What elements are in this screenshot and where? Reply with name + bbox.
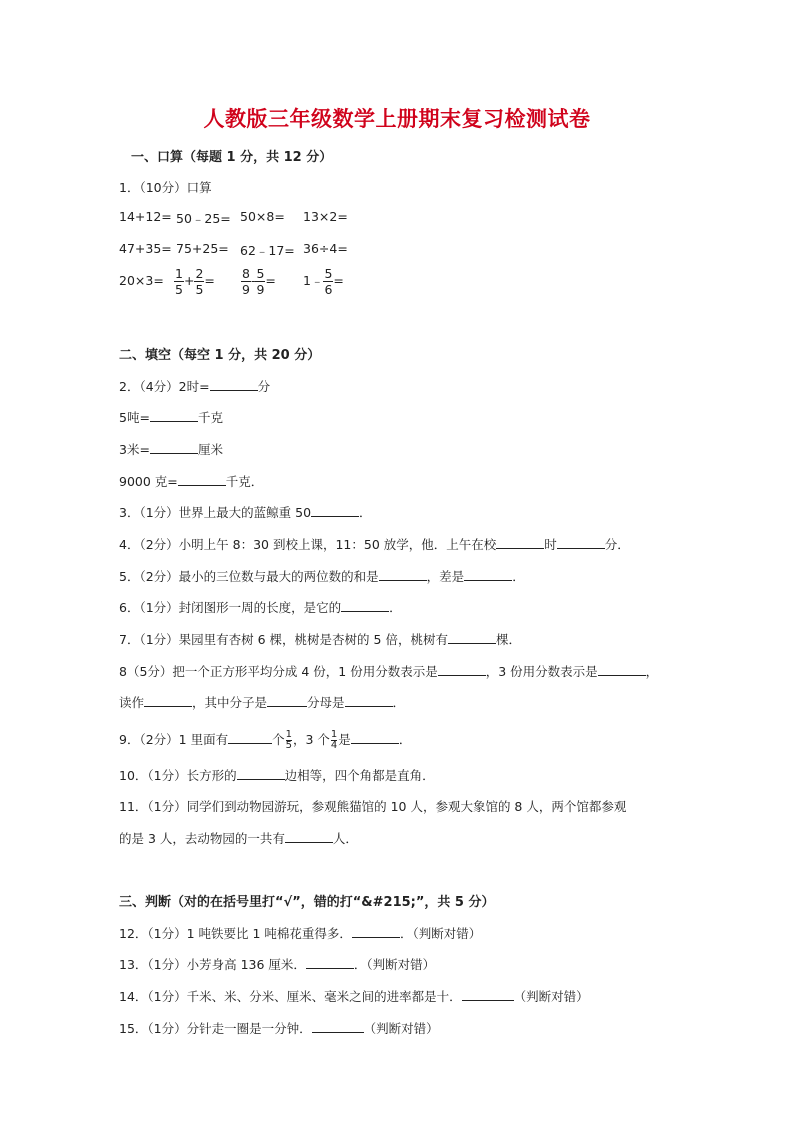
calc-cell: 47+35= — [119, 241, 172, 256]
punctuation: ． — [389, 600, 402, 615]
section-2-heading: 二、填空（每空 1 分，共 20 分） — [119, 348, 321, 363]
question-text: 9．（2分）1 里面有 — [119, 732, 229, 747]
punctuation: ， — [645, 664, 659, 679]
answer-blank[interactable] — [351, 731, 399, 744]
punctuation: ． — [359, 505, 372, 520]
calc-cell: 20×3= — [119, 273, 164, 288]
numerator: 2 — [195, 266, 204, 281]
calc-cell: 50﹣25= — [176, 211, 231, 226]
answer-blank[interactable] — [178, 473, 226, 486]
denominator: 5 — [285, 740, 292, 751]
calc-cell: 75+25= — [176, 241, 229, 256]
fraction-expression — [303, 266, 344, 297]
section-1-heading: 一、口算（每题 1 分，共 12 分） — [131, 150, 333, 165]
judge-hint: ．（判断对错） — [353, 957, 436, 972]
question-text: 5．（2分）最小的三位数与最大的两位数的和是 — [119, 569, 379, 584]
answer-blank[interactable] — [228, 731, 272, 744]
question-4 — [119, 535, 630, 553]
question-5 — [119, 567, 525, 585]
denominator: 5 — [195, 282, 204, 297]
question-text: 4．（2分）小明上午 8：30 到校上课，11：50 放学，他．上午在校 — [119, 537, 497, 552]
question-text: ，3 个 — [292, 732, 330, 747]
question-text: 个 — [272, 732, 285, 747]
question-text: ，差是 — [426, 569, 465, 584]
question-3 — [119, 503, 372, 521]
answer-blank[interactable] — [448, 631, 496, 644]
section-3-heading: 三、判断（对的在括号里打“√”，错的打“&#215;”，共 5 分） — [119, 895, 495, 910]
question-10 — [119, 766, 435, 784]
question-2-b — [119, 408, 223, 426]
answer-blank[interactable] — [352, 925, 400, 938]
question-text: 2．（4分）2时= — [119, 379, 210, 394]
question-text: 边相等，四个角都是直角． — [284, 768, 435, 783]
question-text: ，3 份用分数表示是 — [485, 664, 598, 679]
question-6 — [119, 598, 402, 616]
question-2-c — [119, 440, 223, 458]
question-2-d — [119, 472, 263, 490]
calc-cell: 14+12= — [119, 209, 172, 224]
answer-blank[interactable] — [462, 988, 514, 1001]
question-text: 读作 — [119, 695, 145, 710]
calc-cell: 50×8= — [240, 209, 285, 224]
question-text: 分母是 — [307, 695, 345, 710]
answer-blank[interactable] — [210, 378, 258, 391]
question-text: 5吨= — [119, 410, 150, 425]
calc-cell: 36÷4= — [303, 241, 348, 256]
question-text: 是 — [338, 732, 351, 747]
answer-blank[interactable] — [285, 830, 333, 843]
question-14 — [119, 987, 589, 1005]
question-text: 9000 克= — [119, 474, 178, 489]
answer-blank[interactable] — [306, 956, 354, 969]
answer-blank[interactable] — [557, 536, 605, 549]
answer-blank[interactable] — [150, 441, 198, 454]
unit-text: 时 — [544, 537, 557, 552]
denominator: 6 — [324, 282, 333, 297]
question-7 — [119, 630, 521, 648]
answer-blank[interactable] — [150, 409, 198, 422]
question-text: 8（5分）把一个正方形平均分成 4 份，1 份用分数表示是 — [119, 664, 438, 679]
question-11-b — [119, 829, 358, 847]
question-text: ，其中分子是 — [192, 695, 268, 710]
answer-blank[interactable] — [311, 504, 359, 517]
equals-sign: = — [333, 273, 344, 288]
numerator: 1 — [175, 266, 183, 281]
judge-hint: （判断对错） — [513, 989, 589, 1004]
question-text: 15．（1分）分针走一圈是一分钟． — [119, 1021, 312, 1036]
question-text: 6．（1分）封闭图形一周的长度，是它的 — [119, 600, 342, 615]
punctuation: ． — [392, 695, 406, 710]
unit-text: 人． — [332, 831, 358, 846]
answer-blank[interactable] — [345, 694, 393, 707]
unit-text: 厘米 — [197, 442, 223, 457]
answer-blank[interactable] — [144, 694, 192, 707]
denominator: 9 — [242, 282, 250, 297]
question-text: 3．（1分）世界上最大的蓝鲸重 50 — [119, 505, 312, 520]
numerator: 8 — [242, 266, 250, 281]
question-1: 1．（10分）口算 — [119, 180, 212, 195]
question-text: 3米= — [119, 442, 150, 457]
question-text: 10．（1分）长方形的 — [119, 768, 237, 783]
answer-blank[interactable] — [312, 1020, 364, 1033]
question-11: 11．（1分）同学们到动物园游玩，参观熊猫馆的 10 人，参观大象馆的 8 人，两个馆都参观 — [119, 799, 627, 814]
page-title: 人教版三年级数学上册期末复习检测试卷 — [203, 107, 591, 131]
question-text: 14．（1分）千米、米、分米、厘米、毫米之间的进率都是十． — [119, 989, 462, 1004]
denominator: 9 — [256, 282, 265, 297]
calc-cell: 13×2= — [303, 209, 348, 224]
equals-sign: = — [265, 273, 276, 288]
punctuation: ． — [512, 569, 525, 584]
question-2 — [119, 377, 270, 395]
fraction-expression — [174, 266, 215, 297]
unit-text: 千克． — [225, 474, 264, 489]
question-13 — [119, 955, 435, 973]
operator: + — [183, 273, 195, 288]
denominator: 4 — [330, 740, 338, 751]
numerator: 1 — [330, 729, 338, 740]
denominator: 5 — [175, 282, 183, 297]
answer-blank[interactable] — [379, 568, 427, 581]
unit-text: 分 — [257, 379, 271, 394]
question-text: 7．（1分）果园里有杏树 6 棵，桃树是杏树的 5 倍，桃树有 — [119, 632, 448, 647]
punctuation: ． — [398, 732, 412, 747]
operator: - — [250, 273, 256, 288]
unit-text: 棵． — [495, 632, 521, 647]
answer-blank[interactable] — [598, 663, 646, 676]
answer-blank[interactable] — [464, 568, 512, 581]
numerator: 5 — [256, 266, 265, 281]
question-text: 12．（1分）1 吨铁要比 1 吨棉花重得多． — [119, 926, 352, 941]
fraction-expression — [241, 266, 276, 297]
question-8-b — [119, 693, 405, 711]
question-12 — [119, 924, 481, 942]
question-text: 13．（1分）小芳身高 136 厘米． — [119, 957, 306, 972]
equals-sign: = — [204, 273, 215, 288]
numerator: 1 — [285, 729, 292, 740]
numerator: 5 — [324, 266, 333, 281]
judge-hint: ．（判断对错） — [399, 926, 482, 941]
unit-text: 分． — [604, 537, 630, 552]
question-9 — [119, 730, 411, 751]
answer-blank[interactable] — [341, 599, 389, 612]
answer-blank[interactable] — [438, 663, 486, 676]
unit-text: 千克 — [197, 410, 223, 425]
prefix: 1﹣ — [303, 273, 324, 288]
question-8 — [119, 662, 658, 680]
answer-blank[interactable] — [267, 694, 307, 707]
calc-cell: 62﹣17= — [240, 243, 295, 258]
answer-blank[interactable] — [496, 536, 544, 549]
question-text: 的是 3 人，去动物园的一共有 — [119, 831, 285, 846]
judge-hint: （判断对错） — [363, 1021, 439, 1036]
question-15 — [119, 1019, 439, 1037]
answer-blank[interactable] — [237, 767, 285, 780]
